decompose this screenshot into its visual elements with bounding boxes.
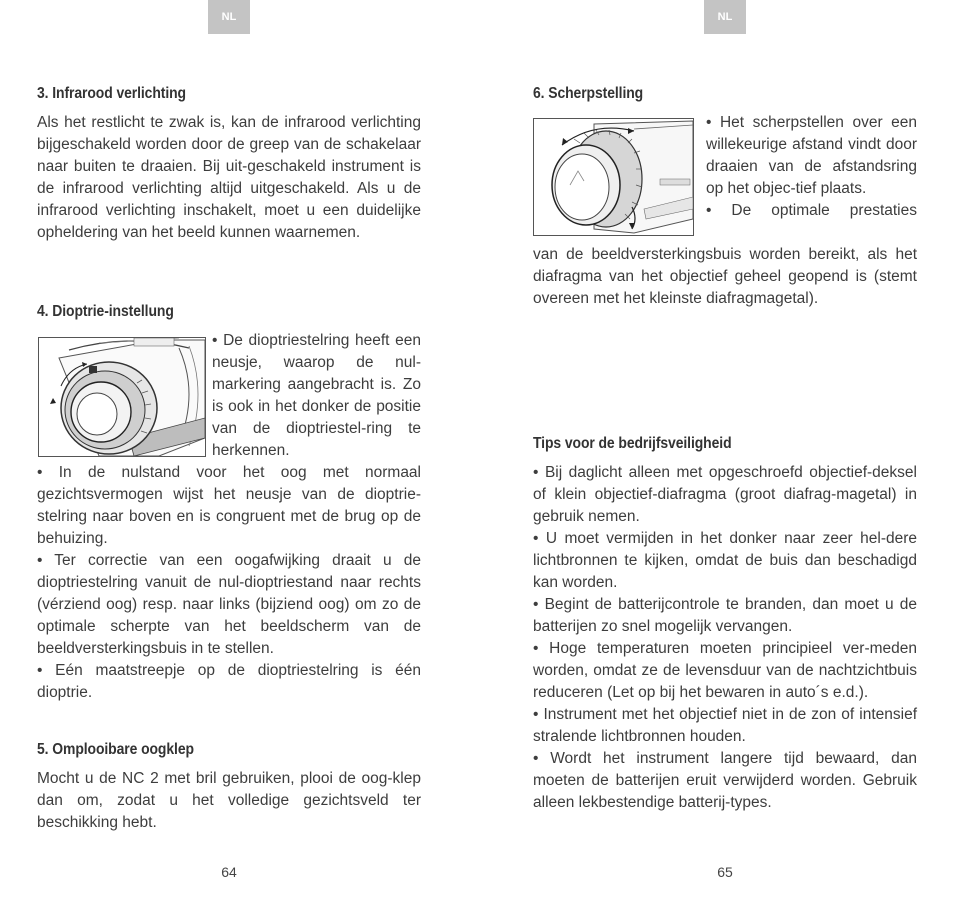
tips-item: • U moet vermijden in het donker naar zeer hel-dere lichtbronnen te kijken, omdat de buis dan beschadigd kan worden.	[533, 530, 917, 591]
section-5-text: Mocht u de NC 2 met bril gebruiken, plooi de oog-klep dan om, zodat u het volledige gezichtsveld ter beschikking hebt.	[37, 770, 421, 831]
section-4-para-2: • Ter correctie van een oogafwijking draait u de dioptriestelring vanuit de nul-dioptriestand naar rechts (vérziend oog) resp. naar links (bijziend oog) om zo de optimale scherpte van het beeldscherm van de beeldversterkingsbuis in te stellen.	[37, 552, 421, 657]
section-6-body	[533, 244, 917, 310]
section-3-title: 3. Infrarood verlichting	[37, 85, 186, 102]
section-5-body	[37, 768, 421, 834]
tips-title: Tips voor de bedrijfsveiligheid	[533, 435, 732, 452]
focus-ring-illustration	[533, 118, 694, 236]
tips-item: • Instrument met het objectief niet in de zon of intensief stralende lichtbronnen houden.	[533, 706, 917, 745]
tips-item: • Hoge temperaturen moeten principieel ver-meden worden, omdat ze de levensduur van de nachtzichtbuis reduceren (Let op bij het bewaren in auto´s e.d.).	[533, 640, 917, 701]
section-4-wrap-text: • De dioptriestelring heeft een neusje, waarop de nul-markering aangebracht is. Zo is ook in het donker de positie van de dioptriestel-ring te herkennen.	[212, 332, 421, 459]
section-6-continued-text: van de beeldversterkingsbuis worden bereikt, als het diafragma van het objectief geheel geopend is (stemt overeen met het kleinste diafragmagetal).	[533, 246, 917, 307]
section-5-title: 5. Omplooibare oogklep	[37, 741, 194, 758]
tips-item: • Begint de batterijcontrole te branden, dan moet u de batterijen zo snel mogelijk vervangen.	[533, 596, 917, 635]
tips-item: • Bij daglicht alleen met opgeschroefd objectief-deksel of klein objectief-diafragma (groot diafrag-magetal) in gebruik nemen.	[533, 464, 917, 525]
night-vision-eyepiece-drawing	[39, 338, 205, 456]
section-4-para-1: • In de nulstand voor het oog met normaal gezichtsvermogen wijst het neusje van de dioptrie-stelring naar boven en is congruent met de brug op de behuizing.	[37, 464, 421, 547]
section-3-body	[37, 112, 421, 244]
diopter-ring-illustration	[38, 337, 206, 457]
section-4-wrap-block	[212, 330, 421, 462]
language-tab-right: NL	[704, 0, 746, 34]
section-6-wrap-block	[706, 112, 917, 222]
section-4-title: 4. Dioptrie-instellung	[37, 303, 174, 320]
language-tab-left: NL	[208, 0, 250, 34]
page-number-left: 64	[221, 864, 237, 880]
section-6-title: 6. Scherpstelling	[533, 85, 644, 102]
section-3-text: Als het restlicht te zwak is, kan de infrarood verlichting bijgeschakeld worden door de greep van de schakelaar naar buiten te draaien. Bij uit-geschakeld instrument is de infrarood verlichting altijd uitgeschakeld. Als u de infrarood verlichting inschakelt, moet u een duidelijke opheldering van het beeld kunnen waarnemen.	[37, 114, 421, 241]
section-4-para-3: • Eén maatstreepje op de dioptriestelring is één dioptrie.	[37, 662, 421, 701]
tips-list	[533, 462, 917, 814]
section-4-body	[37, 462, 421, 704]
objective-lens-drawing	[534, 119, 693, 235]
page-number-right: 65	[717, 864, 733, 880]
section-6-wrap-text-2: • De optimale prestaties	[706, 202, 917, 219]
section-6-wrap-text: • Het scherpstellen over een willekeurige afstand vindt door draaien van de afstandsring op het objec-tief plaats.	[706, 114, 917, 197]
tips-item: • Wordt het instrument langere tijd bewaard, dan moeten de batterijen eruit verwijderd worden. Gebruik alleen lekbestendige batterij-types.	[533, 750, 917, 811]
